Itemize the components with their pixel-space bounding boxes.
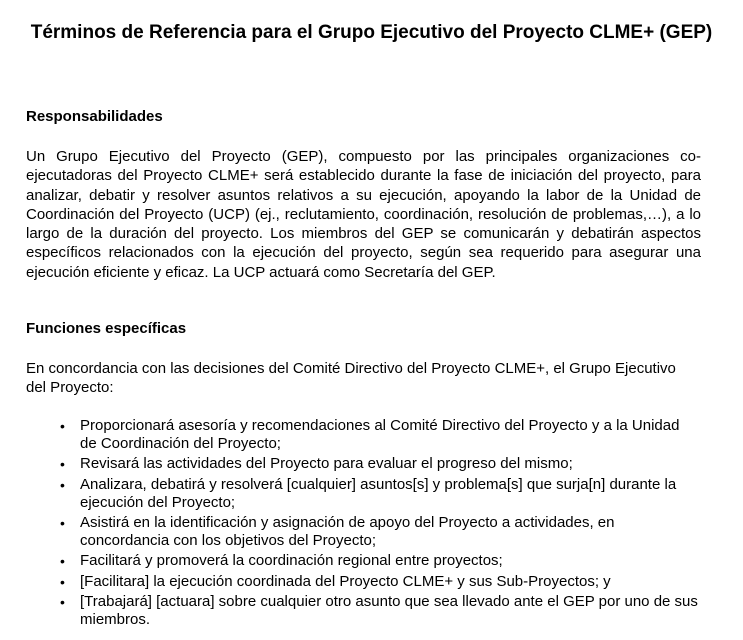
- list-item: [60, 593, 700, 629]
- section-heading-responsabilidades: Responsabilidades: [26, 108, 163, 125]
- document-title: Términos de Referencia para el Grupo Ejecutivo del Proyecto CLME+ (GEP): [30, 22, 713, 43]
- bullet-icon: •: [60, 515, 65, 532]
- list-item-text: Asistirá en la identificación y asignación de apoyo del Proyecto a actividades, en concordancia con los objetivos del Proyecto;: [80, 514, 615, 550]
- bullet-icon: •: [60, 476, 65, 493]
- list-item-text: Analizara, debatirá y resolverá [cualquier] asuntos[s] y problema[s] que surja[n] durante la ejecución del Proyecto;: [80, 475, 677, 511]
- bullet-icon: •: [60, 593, 65, 610]
- list-item-text: [Trabajará] [actuara] sobre cualquier otro asunto que sea llevado ante el GEP por uno de sus miembros.: [80, 592, 698, 629]
- list-item: [60, 514, 700, 550]
- list-item: [60, 552, 700, 570]
- bullet-icon: •: [60, 418, 65, 434]
- funciones-bullet-list: [60, 417, 700, 631]
- bullet-icon: •: [60, 573, 65, 590]
- list-item: [60, 476, 700, 512]
- list-item-text: Facilitará y promoverá la coordinación regional entre proyectos;: [80, 552, 503, 570]
- list-item: [60, 417, 700, 453]
- funciones-intro-paragraph: En concordancia con las decisiones del Comité Directivo del Proyecto CLME+, el Grupo Ejecutivo del Proyecto:: [26, 360, 676, 397]
- section-heading-funciones: Funciones específicas: [26, 320, 187, 337]
- list-item-text: [Facilitara] la ejecución coordinada del Proyecto CLME+ y sus Sub-Proyectos; y: [80, 572, 611, 590]
- responsabilidades-paragraph: Un Grupo Ejecutivo del Proyecto (GEP), compuesto por las principales organizaciones co-ejecutadoras del Proyecto CLME+ será establecido durante la fase de iniciación del proyecto, para analizar, debatir y resolver asuntos relativos a su ejecución, apoyando la labor de la Unidad de Coordinación del Proyecto (UCP) (ej., reclutamiento, coordinación, resolución de problemas,…), a lo largo de la duración del proyecto. Los miembros del GEP se comunicarán y debatirán aspectos específicos relacionados con la ejecución del proyecto, según sea requerido para asegurar una ejecución eficiente y eficaz. La UCP actuará como Secretaría del GEP.: [26, 148, 701, 281]
- list-item: [60, 455, 700, 473]
- bullet-icon: •: [60, 456, 65, 473]
- list-item-text: Revisará las actividades del Proyecto para evaluar el progreso del mismo;: [80, 455, 573, 473]
- bullet-icon: •: [60, 553, 65, 570]
- list-item: [60, 573, 700, 591]
- list-item-text: Proporcionará asesoría y recomendaciones al Comité Directivo del Proyecto y a la Unidad de Coordinación del Proyecto;: [80, 417, 680, 453]
